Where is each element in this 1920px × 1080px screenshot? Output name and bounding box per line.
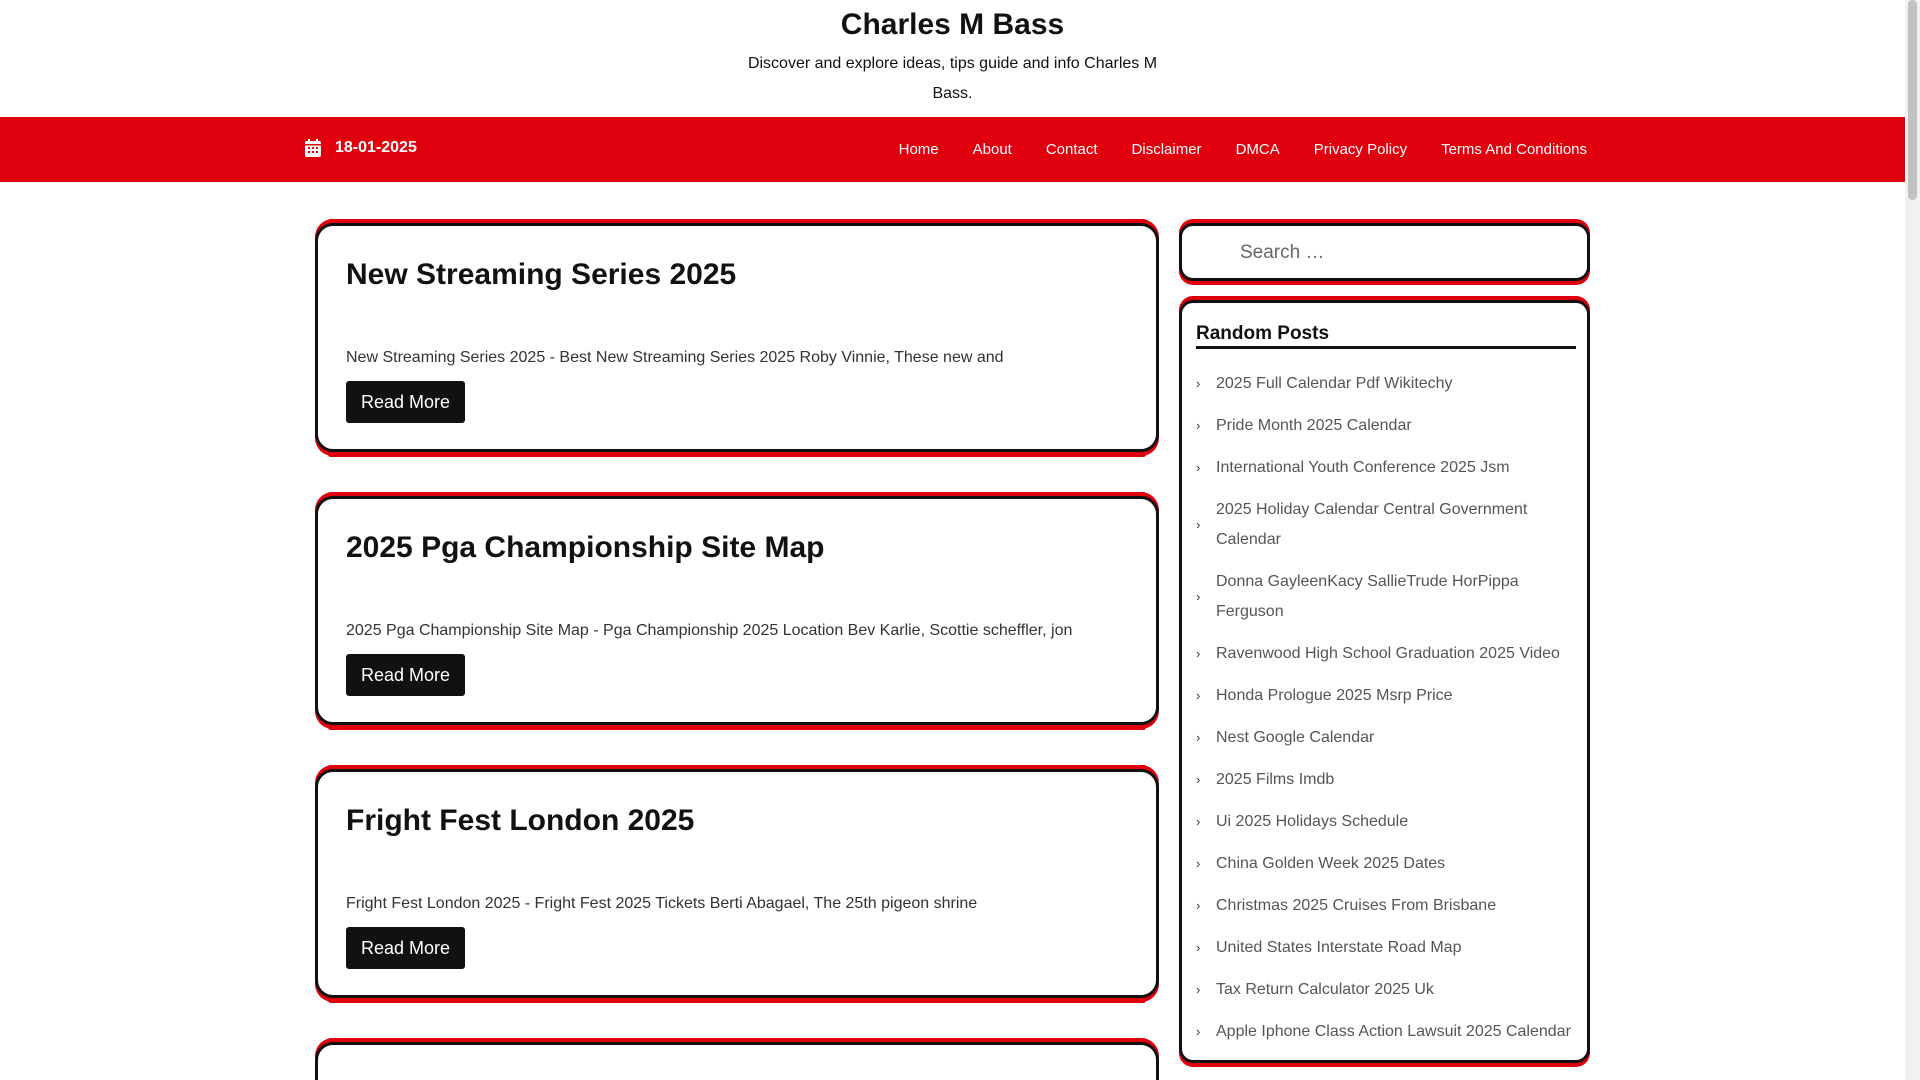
scrollbar-thumb[interactable] [1908, 0, 1917, 200]
current-date [305, 139, 417, 157]
post-title[interactable]: New Streaming Series 2025 [346, 258, 737, 291]
chevron-right-icon: › [1196, 460, 1201, 475]
post-title[interactable]: Fright Fest London 2025 [346, 804, 695, 837]
random-posts-widget [1179, 300, 1590, 1063]
list-item [1196, 717, 1581, 759]
post-card [315, 769, 1159, 998]
nav-item-contact[interactable]: Contact [1045, 141, 1098, 158]
random-posts-list [1196, 363, 1581, 1053]
chevron-right-icon: › [1196, 589, 1201, 604]
chevron-right-icon: › [1196, 1024, 1201, 1039]
read-more-button[interactable]: Read More [346, 654, 465, 696]
chevron-right-icon: › [1196, 814, 1201, 829]
nav-item-privacy-policy[interactable]: Privacy Policy [1313, 141, 1408, 158]
random-post-link[interactable]: China Golden Week 2025 Dates [1216, 855, 1446, 872]
random-post-link[interactable]: Ravenwood High School Graduation 2025 Video [1216, 645, 1560, 662]
post-card-partial [315, 1042, 1159, 1080]
list-item [1196, 759, 1581, 801]
random-post-link[interactable]: Tax Return Calculator 2025 Uk [1216, 981, 1434, 998]
list-item [1196, 675, 1581, 717]
calendar-icon [305, 139, 321, 157]
search-box [1179, 223, 1590, 281]
random-post-link[interactable]: United States Interstate Road Map [1216, 939, 1462, 956]
page-scrollbar[interactable] [1905, 0, 1920, 1080]
chevron-right-icon: › [1196, 898, 1201, 913]
chevron-right-icon: › [1196, 856, 1201, 871]
list-item [1196, 885, 1581, 927]
chevron-right-icon: › [1196, 730, 1201, 745]
nav-menu [865, 117, 1905, 182]
post-excerpt: New Streaming Series 2025 - Best New Streaming Series 2025 Roby Vinnie, These new and [346, 349, 1004, 366]
list-item [1196, 969, 1581, 1011]
list-item [1196, 927, 1581, 969]
chevron-right-icon: › [1196, 376, 1201, 391]
chevron-right-icon: › [1196, 688, 1201, 703]
list-item [1196, 633, 1581, 675]
list-item [1196, 1011, 1581, 1053]
random-post-link[interactable]: Nest Google Calendar [1216, 729, 1375, 746]
chevron-right-icon: › [1196, 418, 1201, 433]
search-input[interactable] [1240, 238, 1570, 268]
list-item [1196, 561, 1581, 633]
post-excerpt: Fright Fest London 2025 - Fright Fest 2025 Tickets Berti Abagael, The 25th pigeon shrine [346, 895, 978, 912]
main-navbar [0, 117, 1905, 182]
site-description: Discover and explore ideas, tips guide and info Charles M Bass. [747, 55, 1158, 102]
random-post-link[interactable]: Honda Prologue 2025 Msrp Price [1216, 687, 1453, 704]
random-post-link[interactable]: Ui 2025 Holidays Schedule [1216, 813, 1409, 830]
random-post-link[interactable]: Christmas 2025 Cruises From Brisbane [1216, 897, 1497, 914]
random-post-link[interactable]: 2025 Full Calendar Pdf Wikitechy [1216, 375, 1453, 392]
nav-item-disclaimer[interactable]: Disclaimer [1131, 141, 1202, 158]
list-item [1196, 801, 1581, 843]
chevron-right-icon: › [1196, 646, 1201, 661]
list-item [1196, 363, 1581, 405]
post-title[interactable]: 2025 Pga Championship Site Map [346, 531, 825, 564]
site-title[interactable]: Charles M Bass [840, 8, 1065, 41]
list-item [1196, 447, 1581, 489]
post-card [315, 223, 1159, 452]
random-post-link[interactable]: Pride Month 2025 Calendar [1216, 417, 1412, 434]
nav-item-home[interactable]: Home [898, 141, 939, 158]
post-excerpt: 2025 Pga Championship Site Map - Pga Championship 2025 Location Bev Karlie, Scottie scheffler, jon [346, 622, 1073, 639]
list-item [1196, 405, 1581, 447]
random-post-link[interactable]: Donna GayleenKacy SallieTrude HorPippa Ferguson [1216, 573, 1519, 620]
list-item [1196, 489, 1581, 561]
post-card [315, 496, 1159, 725]
random-post-link[interactable]: Apple Iphone Class Action Lawsuit 2025 Calendar [1216, 1023, 1571, 1040]
chevron-right-icon: › [1196, 772, 1201, 787]
nav-item-about[interactable]: About [972, 141, 1012, 158]
nav-item-terms[interactable]: Terms And Conditions [1441, 141, 1587, 158]
read-more-button[interactable]: Read More [346, 927, 465, 969]
site-header [0, 0, 1905, 117]
random-post-link[interactable]: 2025 Films Imdb [1216, 771, 1335, 788]
read-more-button[interactable]: Read More [346, 381, 465, 423]
random-post-link[interactable]: International Youth Conference 2025 Jsm [1216, 459, 1510, 476]
widget-title: Random Posts [1196, 323, 1576, 349]
nav-item-dmca[interactable]: DMCA [1235, 141, 1280, 158]
chevron-right-icon: › [1196, 940, 1201, 955]
chevron-right-icon: › [1196, 982, 1201, 997]
random-post-link[interactable]: 2025 Holiday Calendar Central Government Calendar [1216, 501, 1528, 548]
chevron-right-icon: › [1196, 517, 1201, 532]
date-text: 18-01-2025 [335, 139, 417, 156]
list-item [1196, 843, 1581, 885]
